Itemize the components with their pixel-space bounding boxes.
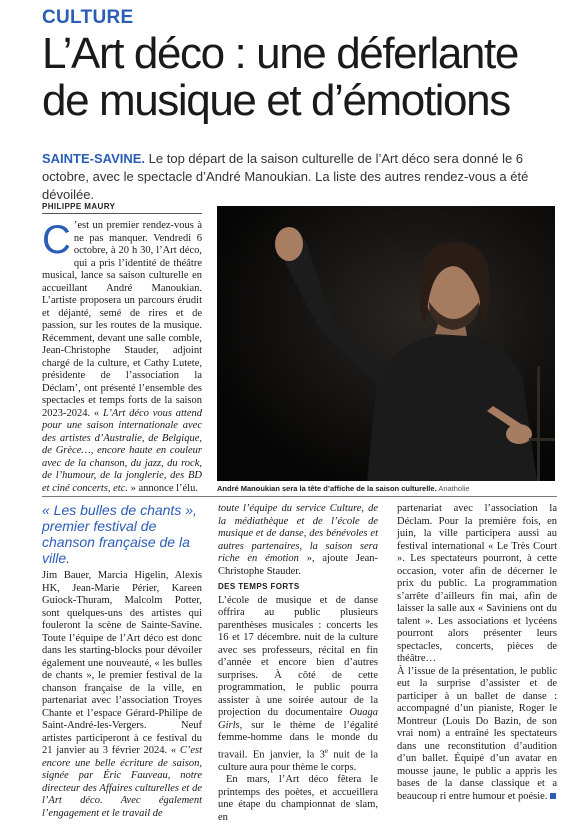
col3-text-a: partenariat avec l’association la Déclam. Pour la première fois, en juin, la ville participera aussi au festival international « Le Très Court ». Les spectateurs pourront, à cette occasion, voter afin de décerner le prix du public. La programmation s’arrête d’ailleurs fin mai, afin de laisser la salle aux « Saviniens ont du talent ». Les associations et lycéens pourront alors présenter leurs spectacles, concerts, pièces de théâtre…: [397, 503, 557, 664]
chapo: [42, 150, 562, 204]
byline: PHILIPPE MAURY: [42, 202, 116, 211]
pull-quote: « Les bulles de chants », premier festival de chanson française de la ville.: [42, 502, 197, 566]
ordinal-sup: e: [324, 746, 328, 755]
end-mark-icon: [550, 793, 556, 799]
drop-cap: C: [42, 218, 71, 262]
chapo-place: SAINTE-SAVINE.: [42, 151, 146, 166]
photo-credit: Anatholie: [436, 484, 470, 493]
headline: L’Art déco : une déferlante de musique et d’émotions: [42, 29, 518, 125]
lead-text-a: ’est un premier rendez-vous à ne pas manquer. Vendredi 6 octobre, à 20 h 30, l’Art déco, qui a pris l’identité de théâtre musical, lance sa saison culturelle en accueillant André Manoukian. L’artiste proposera un parcours érudit et déjanté, semé de rires et de passion, sur les routes de la musique. Récemment, devant une salle comble, Jean-Christophe Stauder, adjoint chargé de la culture, et Cathy Lutete, présidente de l’association la Déclam’, ont présenté l’ensemble des spectacles et temps forts de la saison 2023-2024. «: [42, 220, 202, 419]
photo-caption: [217, 484, 557, 493]
col2-text-d: En mars, l’Art déco fêtera le printemps des poètes, et accueillera une étape du championnat de slam, en: [218, 774, 378, 823]
film-title: Ouaga Girls: [218, 707, 378, 731]
col2-text-c: nuit de la culture aura pour thème le corps.: [218, 749, 378, 773]
col3-text-b: À l’issue de la présentation, le public eut la surprise d’assister et de participer à un ballet de danse : accompagné d’un pianiste, Roger le Montreur (Louis Do Bazin, de son vrai nom) a entraîné les spectateurs dans une reconstitution d’audition d’un ballet. Équipé d’un avatar en mousse jaune, le public a appris les bases de la danse classique et a beaucoup ri entre humour et poésie.: [397, 665, 557, 802]
col2-text-b: , sur le thème de l’égalité femme-homme dans le monde du travail. En janvier, la 3: [218, 719, 378, 760]
article-photo: [217, 206, 555, 481]
subhead: DES TEMPS FORTS: [218, 582, 300, 591]
col2-quote: toute l’équipe du service Culture, de la médiathèque et de l’école de musique et de danse, des bénévoles et autres partenaires, la saison sera riche en émotion: [218, 503, 378, 564]
column-2: [218, 503, 378, 824]
lead-text-b: » annonce l’élu.: [128, 482, 198, 494]
col1-text: Jim Bauer, Marcia Higelin, Alexis HK, Jean-Marie Périer, Kareen Guiock-Thuram, Malcolm Potter, sont quelques-uns des artistes qui fouleront la scène de Sainte-Savine. Toute l’équipe de l’Art déco est donc dans les starting-blocks pour dévoiler également une nouveauté, « les bulles de chants », le premier festival de la chanson française de la ville, en partenariat avec l’association Troyes Chante et l’espace Gérard-Philipe de Saint-André-les-Vergers. Neuf artistes participeront à ce festival du 21 janvier au 3 février 2024. «: [42, 570, 202, 756]
byline-rule: [42, 213, 202, 214]
chapo-text: Le top départ de la saison culturelle de l’Art déco sera donné le 6 octobre, avec le spectacle d’André Manoukian. La liste des autres rendez-vous a été dévoilée.: [42, 151, 529, 202]
photo-caption-text: André Manoukian sera la tête d’affiche de la saison culturelle.: [217, 484, 437, 493]
column-3: [397, 503, 557, 803]
col2-text-a: L’école de musique et de danse offrira au public plusieurs parenthèses musicales : concerts les 16 et 17 décembre. nuit de la culture avec ses professeurs, récital en fin d’année et encore bien d’autres surprises. À côté de cette programmation, le public pourra assister à une soirée autour de la projection du documentaire: [218, 594, 378, 718]
col1-quote: C’est encore une belle écriture de saison, signée par Éric Fauveau, notre directeur des Affaires culturelles et de l’Art déco. Avec également l’engagement et le travail de: [42, 745, 202, 819]
lead-paragraph: [42, 220, 202, 495]
col2-attribution: », ajoute Jean-Christophe Stauder.: [218, 553, 379, 577]
section-divider: [42, 496, 557, 497]
column-1: [42, 570, 202, 820]
lead-quote: L’Art déco vous attend pour une saison internationale avec des artistes d’Australie, de Belgique, de Grèce…, encore haute en couleur avec de la chanson, du jazz, du rock, de l’humour, de la jonglerie, des BD et ciné concerts, etc.: [42, 407, 202, 494]
section-rubric: CULTURE: [42, 7, 134, 28]
performer-photo-illustration: [217, 206, 555, 481]
